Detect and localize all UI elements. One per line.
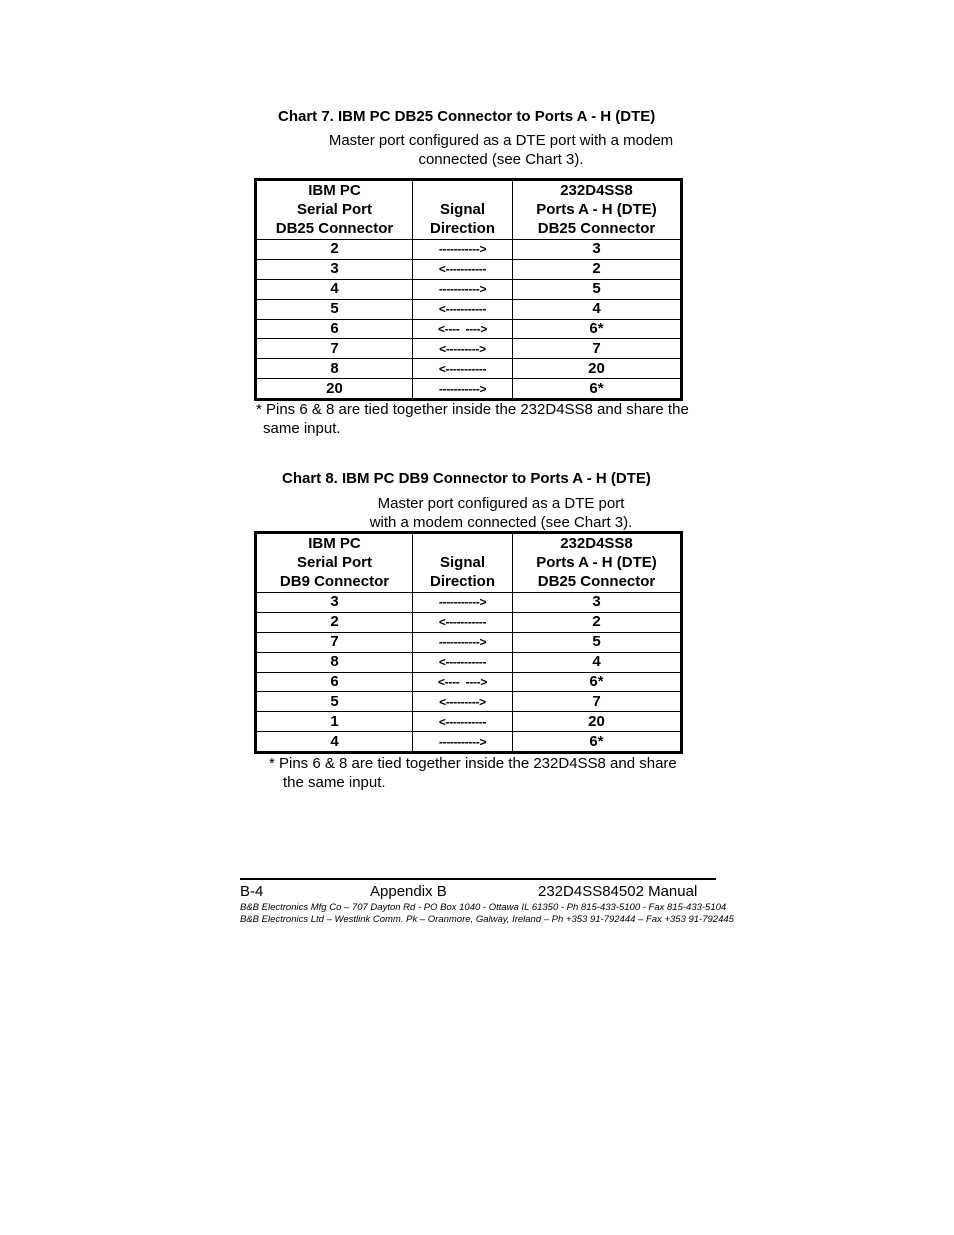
table-row: [256, 359, 682, 379]
port-pin: 6*: [513, 319, 682, 339]
port-pin: 3: [513, 240, 682, 260]
table-row: [256, 672, 682, 692]
chart7-title: Chart 7. IBM PC DB25 Connector to Ports A - H (DTE): [278, 108, 656, 125]
header-line: DB25 Connector: [537, 220, 656, 237]
chart8-header-row: [256, 533, 682, 593]
pc-pin: 4: [256, 732, 413, 753]
pc-pin: 7: [256, 632, 413, 652]
chart7-header-row: [256, 180, 682, 240]
port-pin: 2: [513, 259, 682, 279]
signal-direction: <-----------: [413, 259, 513, 279]
table-row: [256, 692, 682, 712]
table-row: [256, 240, 682, 260]
signal-direction: <-----------: [413, 652, 513, 672]
header-line: IBM PC: [308, 182, 361, 199]
chart8-header-pc: [256, 533, 413, 593]
port-pin: 4: [513, 299, 682, 319]
header-line: IBM PC: [308, 535, 361, 552]
chart7-header-port: [513, 180, 682, 240]
table-row: [256, 612, 682, 632]
pc-pin: 3: [256, 259, 413, 279]
pc-pin: 8: [256, 359, 413, 379]
signal-direction: <--------->: [413, 692, 513, 712]
pc-pin: 6: [256, 672, 413, 692]
footer-address-ie: B&B Electronics Ltd – Westlink Comm. Pk – Oranmore, Galway, Ireland – Ph +353 91-792444 – Fax +353 91-792445: [240, 914, 734, 925]
pc-pin: 4: [256, 279, 413, 299]
pc-pin: 5: [256, 299, 413, 319]
pc-pin: 2: [256, 240, 413, 260]
table-row: [256, 339, 682, 359]
table-row: [256, 732, 682, 753]
chart8-subtitle-line1: Master port configured as a DTE port: [377, 495, 625, 512]
signal-direction: <---- ---->: [413, 672, 513, 692]
header-line: 232D4SS8: [560, 182, 633, 199]
chart7-subtitle: [300, 131, 702, 169]
port-pin: 20: [513, 712, 682, 732]
table-row: [256, 712, 682, 732]
chart8-title: Chart 8. IBM PC DB9 Connector to Ports A - H (DTE): [282, 470, 651, 487]
table-row: [256, 279, 682, 299]
signal-direction: <---- ---->: [413, 319, 513, 339]
header-line: Serial Port: [296, 201, 373, 218]
chart7-table: [254, 178, 683, 401]
port-pin: 20: [513, 359, 682, 379]
table-row: [256, 379, 682, 400]
chart7-subtitle-line2: connected (see Chart 3).: [418, 151, 584, 168]
footnote-line1: * Pins 6 & 8 are tied together inside the 232D4SS8 and share: [269, 755, 677, 772]
footnote-line2: same input.: [263, 420, 341, 437]
header-line: Direction: [429, 220, 495, 237]
footnote-line2: the same input.: [283, 774, 386, 791]
chart7-footnote: [256, 400, 716, 438]
header-line: Ports A - H (DTE): [536, 554, 657, 571]
table-row: [256, 319, 682, 339]
table-row: [256, 632, 682, 652]
chart8-subtitle-line2: with a modem connected (see Chart 3).: [369, 514, 633, 531]
port-pin: 4: [513, 652, 682, 672]
table-row: [256, 299, 682, 319]
port-pin: 6*: [513, 672, 682, 692]
pc-pin: 3: [256, 593, 413, 613]
signal-direction: ----------->: [413, 379, 513, 400]
chart7-header-direction: [413, 180, 513, 240]
header-line: Serial Port: [296, 554, 373, 571]
pc-pin: 6: [256, 319, 413, 339]
chart8-footnote: [269, 754, 709, 792]
chart7-subtitle-line1: Master port configured as a DTE port with a modem: [328, 132, 674, 149]
pc-pin: 1: [256, 712, 413, 732]
signal-direction: ----------->: [413, 279, 513, 299]
signal-direction: ----------->: [413, 593, 513, 613]
chart8-header-port: [513, 533, 682, 593]
signal-direction: <-----------: [413, 712, 513, 732]
footer-address-us: B&B Electronics Mfg Co – 707 Dayton Rd - PO Box 1040 - Ottawa IL 61350 - Ph 815-433-5100 - Fax 815-433-5104: [240, 902, 727, 913]
signal-direction: <--------->: [413, 339, 513, 359]
footnote-line1: * Pins 6 & 8 are tied together inside the 232D4SS8 and share the: [256, 401, 689, 418]
footer-page-number: B-4: [240, 883, 264, 900]
chart8-subtitle: [340, 494, 662, 532]
table-row: [256, 593, 682, 613]
pc-pin: 7: [256, 339, 413, 359]
signal-direction: <-----------: [413, 299, 513, 319]
signal-direction: ----------->: [413, 632, 513, 652]
table-row: [256, 652, 682, 672]
header-line: Direction: [429, 573, 495, 590]
signal-direction: <-----------: [413, 359, 513, 379]
header-line: 232D4SS8: [560, 535, 633, 552]
header-line: Signal: [439, 201, 485, 218]
port-pin: 5: [513, 279, 682, 299]
header-line: DB25 Connector: [275, 220, 394, 237]
port-pin: 5: [513, 632, 682, 652]
port-pin: 6*: [513, 379, 682, 400]
pc-pin: 2: [256, 612, 413, 632]
header-line: Signal: [439, 554, 485, 571]
signal-direction: <-----------: [413, 612, 513, 632]
chart8-table: [254, 531, 683, 754]
signal-direction: ----------->: [413, 732, 513, 753]
port-pin: 2: [513, 612, 682, 632]
port-pin: 3: [513, 593, 682, 613]
footer-rule: [240, 878, 716, 880]
footer-manual-title: 232D4SS84502 Manual: [538, 883, 698, 900]
pc-pin: 20: [256, 379, 413, 400]
table-row: [256, 259, 682, 279]
footer-section: Appendix B: [370, 883, 447, 900]
port-pin: 7: [513, 692, 682, 712]
port-pin: 6*: [513, 732, 682, 753]
pc-pin: 8: [256, 652, 413, 672]
header-line: Ports A - H (DTE): [536, 201, 657, 218]
header-line: DB25 Connector: [537, 573, 656, 590]
pc-pin: 5: [256, 692, 413, 712]
signal-direction: ----------->: [413, 240, 513, 260]
chart8-header-direction: [413, 533, 513, 593]
chart7-header-pc: [256, 180, 413, 240]
port-pin: 7: [513, 339, 682, 359]
header-line: DB9 Connector: [279, 573, 390, 590]
